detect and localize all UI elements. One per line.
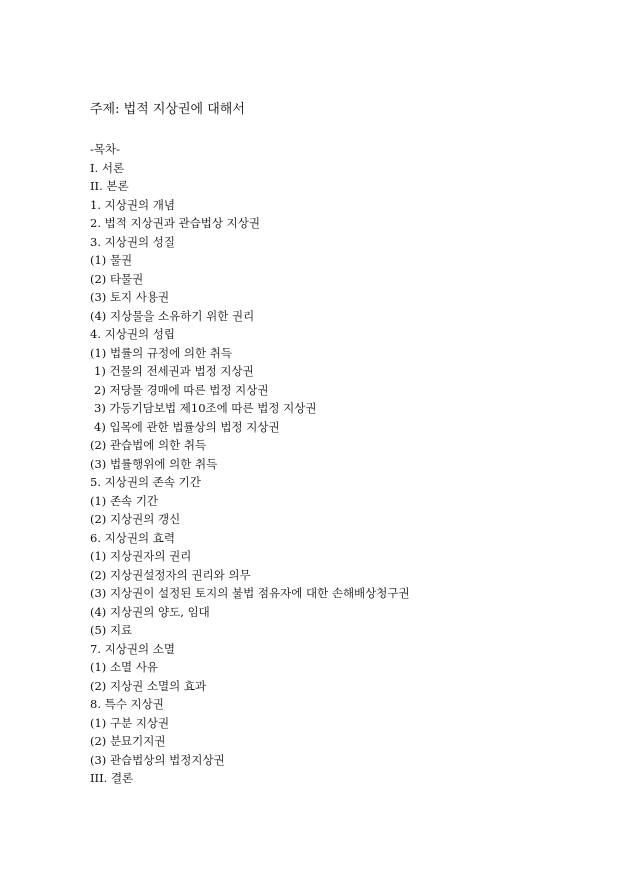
toc-entry: (2) 지상권의 갱신 [90, 512, 181, 526]
toc-entry: 1) 건물의 전세권과 법정 지상권 [94, 364, 254, 378]
toc-entry: (1) 법률의 규정에 의한 취득 [90, 345, 233, 360]
toc-entry: (4) 지상물을 소유하기 위한 권리 [90, 308, 255, 323]
toc-entry: 7. 지상권의 소멸 [90, 641, 175, 656]
toc-entry: II. 본론 [90, 179, 129, 193]
toc-entry: 8. 특수 지상권 [90, 697, 164, 711]
toc-entry: (5) 지료 [90, 623, 133, 637]
toc-entry: (2) 지상권 소멸의 효과 [90, 678, 207, 693]
toc-entry: (2) 타물권 [90, 271, 144, 286]
toc-entry: 4) 입목에 관한 법률상의 법정 지상권 [94, 419, 280, 434]
toc-entry: 1. 지상권의 개념 [90, 197, 175, 212]
toc-entry: 3) 가등기담보법 제10조에 따른 법정 지상권 [94, 401, 317, 415]
toc-entry: (2) 분묘기지권 [90, 734, 166, 748]
toc-entry: I. 서론 [90, 160, 125, 175]
toc-entry: 6. 지상권의 효력 [90, 530, 175, 545]
toc-entry: (2) 지상권설정자의 권리와 의무 [90, 567, 251, 582]
toc-entry: III. 결론 [90, 771, 134, 785]
document-title: 주제: 법적 지상권에 대해서 [90, 102, 245, 117]
toc-entry: (1) 물권 [90, 253, 133, 267]
toc-entry: 2) 저당물 경매에 따른 법정 지상권 [94, 382, 269, 397]
toc-entry: (3) 지상권이 설정된 토지의 불법 점유자에 대한 손해배상청구권 [90, 586, 410, 600]
table-of-contents [90, 140, 410, 788]
toc-entry: (1) 존속 기간 [90, 493, 159, 508]
toc-entry: (3) 관습법상의 법정지상권 [90, 752, 225, 767]
toc-entry: (1) 지상권자의 권리 [90, 549, 192, 563]
toc-entry: (1) 구분 지상권 [90, 715, 170, 730]
toc-entry: 2. 법적 지상권과 관습법상 지상권 [90, 216, 261, 230]
toc-entry: 5. 지상권의 존속 기간 [90, 475, 201, 489]
toc-entry: -목차- [90, 142, 120, 156]
toc-entry: (4) 지상권의 양도, 임대 [90, 604, 210, 619]
toc-entry: (1) 소멸 사유 [90, 660, 159, 674]
toc-entry: (2) 관습법에 의한 취득 [90, 438, 207, 452]
toc-entry: 3. 지상권의 성질 [90, 234, 175, 249]
toc-entry: (3) 법률행위에 의한 취득 [90, 456, 218, 471]
toc-entry: 4. 지상권의 성립 [90, 327, 175, 341]
toc-entry: (3) 토지 사용권 [90, 290, 170, 304]
